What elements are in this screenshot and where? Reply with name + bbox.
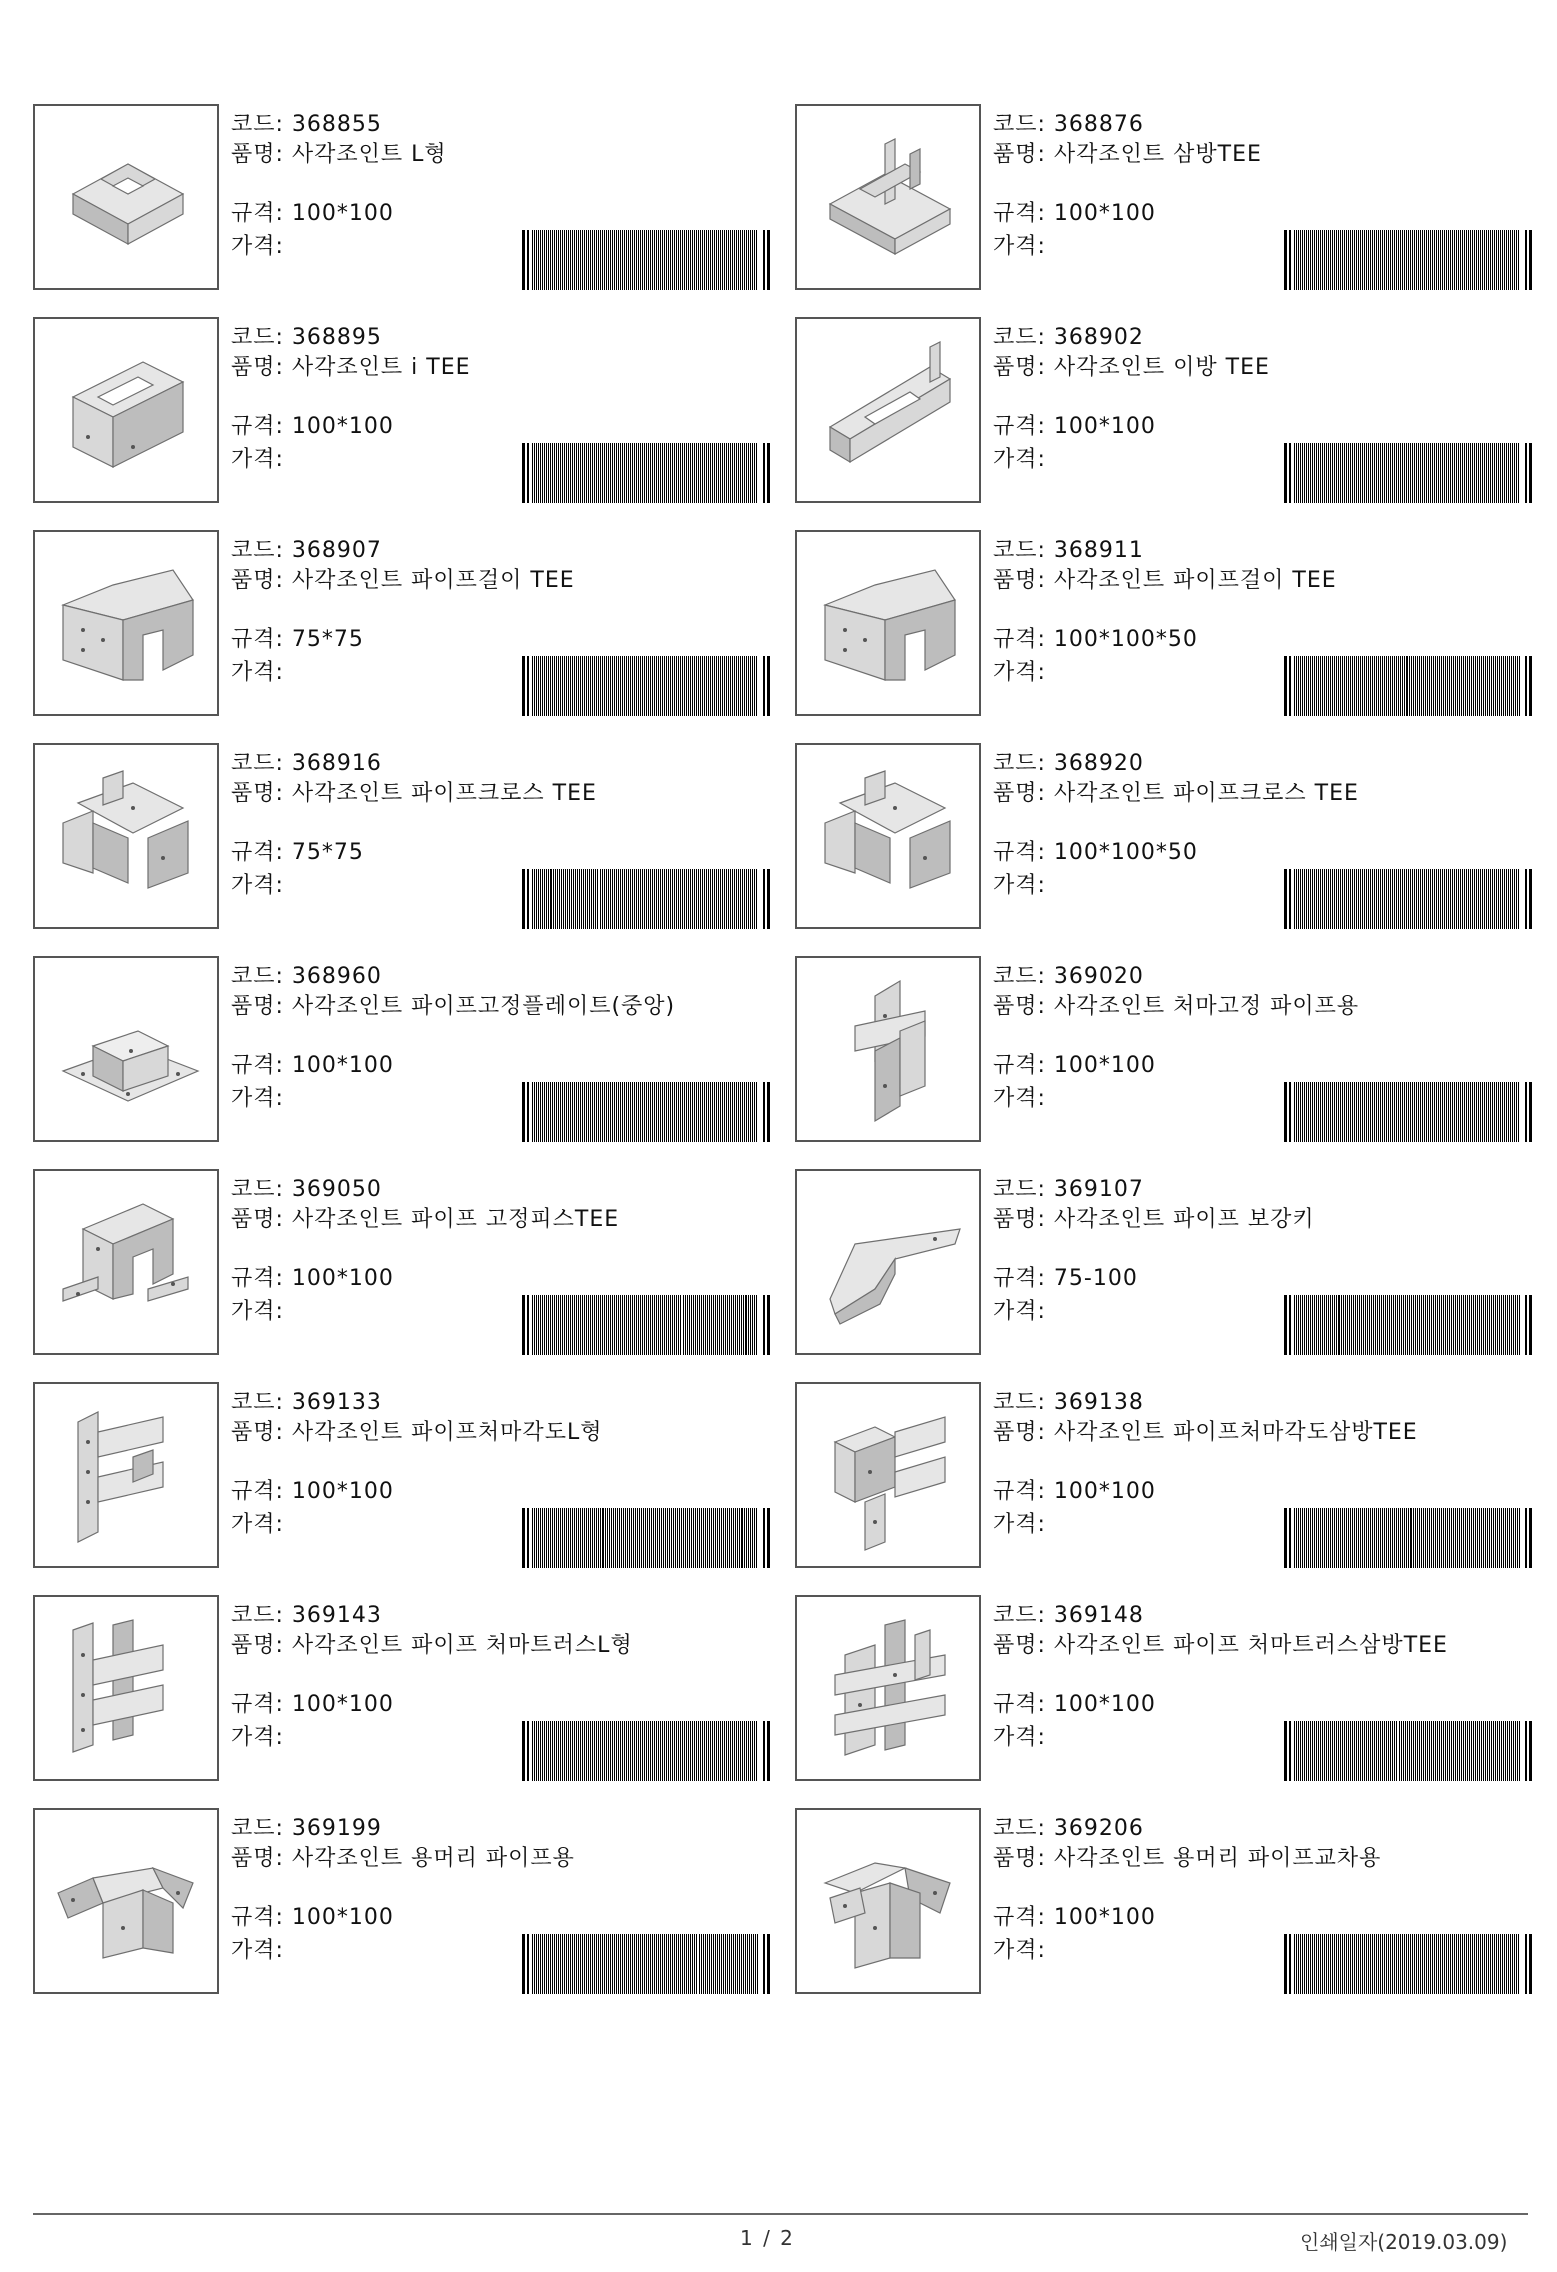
spec-value: 100*100 xyxy=(1053,1053,1156,1078)
l-joint-icon xyxy=(53,124,203,274)
name-label: 품명 xyxy=(231,1633,276,1658)
product-name: 품명: 사각조인트 파이프크로스 TEE xyxy=(993,781,1359,806)
spec-value: 100*100 xyxy=(291,1692,394,1717)
code-value: 369138 xyxy=(1053,1390,1144,1415)
spec-label: 규격 xyxy=(993,1905,1038,1930)
product-name: 품명: 사각조인트 파이프 고정피스TEE xyxy=(231,1207,620,1232)
product-code: 코드: 369148 xyxy=(993,1603,1144,1628)
product-price: 가격: xyxy=(993,447,1046,472)
product-name: 품명: 사각조인트 파이프처마각도L형 xyxy=(231,1420,603,1445)
name-label: 품명 xyxy=(993,994,1038,1019)
code-value: 368895 xyxy=(291,325,382,350)
barcode-icon xyxy=(522,230,770,290)
product-code: 코드: 368916 xyxy=(231,751,382,776)
product-code: 코드: 368960 xyxy=(231,964,382,989)
code-value: 368855 xyxy=(291,112,382,137)
product-image xyxy=(795,530,981,716)
product-price: 가격: xyxy=(993,660,1046,685)
product-image xyxy=(795,1169,981,1355)
pipe-hanger-tee-icon xyxy=(815,550,965,700)
product-card xyxy=(33,1382,778,1574)
spec-label: 규격 xyxy=(993,840,1038,865)
name-value: 사각조인트 파이프 고정피스TEE xyxy=(291,1207,620,1232)
eave-angle-three-way-icon xyxy=(815,1402,965,1552)
product-name: 품명: 사각조인트 삼방TEE xyxy=(993,142,1262,167)
barcode-icon xyxy=(522,1934,770,1994)
spec-value: 100*100 xyxy=(1053,1905,1156,1930)
product-image xyxy=(795,1595,981,1781)
code-value: 368960 xyxy=(291,964,382,989)
product-card xyxy=(33,1595,778,1787)
name-label: 품명 xyxy=(993,1633,1038,1658)
spec-label: 규격 xyxy=(993,414,1038,439)
name-label: 품명 xyxy=(993,1420,1038,1445)
spec-value: 100*100*50 xyxy=(1053,627,1198,652)
name-label: 품명 xyxy=(993,355,1038,380)
product-image xyxy=(33,1595,219,1781)
product-card xyxy=(33,530,778,722)
product-card xyxy=(795,1382,1540,1574)
code-value: 369143 xyxy=(291,1603,382,1628)
code-value: 368916 xyxy=(291,751,382,776)
barcode-icon xyxy=(1284,1295,1532,1355)
name-label: 품명 xyxy=(993,781,1038,806)
product-spec: 규격: 100*100 xyxy=(231,1479,394,1504)
code-label: 코드 xyxy=(231,1390,276,1415)
barcode-icon xyxy=(1284,656,1532,716)
three-way-tee-icon xyxy=(815,124,965,274)
product-image xyxy=(795,956,981,1142)
name-value: 사각조인트 삼방TEE xyxy=(1053,142,1262,167)
pipe-hanger-tee-icon xyxy=(53,550,203,700)
price-label: 가격 xyxy=(231,1725,276,1750)
spec-label: 규격 xyxy=(231,414,276,439)
product-name: 품명: 사각조인트 파이프 보강키 xyxy=(993,1207,1315,1232)
product-spec: 규격: 100*100 xyxy=(231,414,394,439)
product-name: 품명: 사각조인트 파이프걸이 TEE xyxy=(231,568,575,593)
product-card xyxy=(795,1808,1540,2000)
code-label: 코드 xyxy=(231,964,276,989)
name-value: 사각조인트 파이프걸이 TEE xyxy=(291,568,575,593)
product-price: 가격: xyxy=(231,1512,284,1537)
code-value: 369133 xyxy=(291,1390,382,1415)
code-label: 코드 xyxy=(231,751,276,776)
product-code: 코드: 368855 xyxy=(231,112,382,137)
price-label: 가격 xyxy=(231,1938,276,1963)
code-value: 368920 xyxy=(1053,751,1144,776)
price-label: 가격 xyxy=(993,1512,1038,1537)
product-image xyxy=(33,530,219,716)
product-code: 코드: 368895 xyxy=(231,325,382,350)
name-value: 사각조인트 파이프크로스 TEE xyxy=(291,781,597,806)
spec-label: 규격 xyxy=(231,627,276,652)
product-name: 품명: 사각조인트 파이프걸이 TEE xyxy=(993,568,1337,593)
i-tee-icon xyxy=(53,337,203,487)
product-name: 품명: 사각조인트 i TEE xyxy=(231,355,471,380)
code-value: 369206 xyxy=(1053,1816,1144,1841)
product-code: 코드: 369138 xyxy=(993,1390,1144,1415)
spec-value: 100*100 xyxy=(291,201,394,226)
product-image xyxy=(33,317,219,503)
product-price: 가격: xyxy=(231,660,284,685)
name-label: 품명 xyxy=(231,994,276,1019)
product-image xyxy=(795,104,981,290)
eave-truss-l-icon xyxy=(53,1615,203,1765)
spec-value: 100*100*50 xyxy=(1053,840,1198,865)
product-code: 코드: 368876 xyxy=(993,112,1144,137)
product-spec: 규격: 100*100*50 xyxy=(993,840,1198,865)
product-card xyxy=(795,743,1540,935)
product-code: 코드: 368911 xyxy=(993,538,1144,563)
name-value: 사각조인트 파이프고정플레이트(중앙) xyxy=(291,994,676,1019)
product-price: 가격: xyxy=(231,1938,284,1963)
reinforcement-key-icon xyxy=(815,1189,965,1339)
spec-label: 규격 xyxy=(231,201,276,226)
code-value: 368902 xyxy=(1053,325,1144,350)
name-value: 사각조인트 i TEE xyxy=(291,355,471,380)
code-label: 코드 xyxy=(231,538,276,563)
code-label: 코드 xyxy=(231,112,276,137)
name-label: 품명 xyxy=(231,355,276,380)
price-label: 가격 xyxy=(231,1299,276,1324)
code-label: 코드 xyxy=(993,538,1038,563)
spec-value: 100*100 xyxy=(1053,1692,1156,1717)
product-card xyxy=(33,1169,778,1361)
code-label: 코드 xyxy=(993,1177,1038,1202)
name-value: 사각조인트 L형 xyxy=(291,142,447,167)
page-number: 1 / 2 xyxy=(740,2226,795,2250)
product-price: 가격: xyxy=(993,1938,1046,1963)
product-code: 코드: 368902 xyxy=(993,325,1144,350)
name-label: 품명 xyxy=(231,142,276,167)
name-value: 사각조인트 파이프크로스 TEE xyxy=(1053,781,1359,806)
product-name: 품명: 사각조인트 파이프크로스 TEE xyxy=(231,781,597,806)
spec-value: 100*100 xyxy=(1053,201,1156,226)
spec-label: 규격 xyxy=(993,1692,1038,1717)
product-card xyxy=(795,317,1540,509)
code-label: 코드 xyxy=(993,1816,1038,1841)
code-value: 369148 xyxy=(1053,1603,1144,1628)
price-label: 가격 xyxy=(993,660,1038,685)
product-code: 코드: 369199 xyxy=(231,1816,382,1841)
product-code: 코드: 369020 xyxy=(993,964,1144,989)
product-spec: 규격: 75*75 xyxy=(231,627,364,652)
product-spec: 규격: 100*100 xyxy=(993,1905,1156,1930)
product-price: 가격: xyxy=(231,873,284,898)
code-label: 코드 xyxy=(993,325,1038,350)
product-price: 가격: xyxy=(231,447,284,472)
price-label: 가격 xyxy=(993,1299,1038,1324)
name-label: 품명 xyxy=(231,781,276,806)
spec-label: 규격 xyxy=(231,1479,276,1504)
code-label: 코드 xyxy=(993,1390,1038,1415)
name-value: 사각조인트 파이프처마각도삼방TEE xyxy=(1053,1420,1418,1445)
product-image xyxy=(33,1169,219,1355)
product-code: 코드: 369143 xyxy=(231,1603,382,1628)
product-spec: 규격: 100*100 xyxy=(993,1479,1156,1504)
code-value: 369020 xyxy=(1053,964,1144,989)
barcode-icon xyxy=(1284,443,1532,503)
spec-value: 75*75 xyxy=(291,627,364,652)
spec-value: 100*100 xyxy=(291,1266,394,1291)
eave-truss-three-way-icon xyxy=(815,1615,965,1765)
code-label: 코드 xyxy=(231,325,276,350)
code-value: 368907 xyxy=(291,538,382,563)
product-price: 가격: xyxy=(231,1086,284,1111)
product-image xyxy=(33,1808,219,1994)
eave-angle-l-icon xyxy=(53,1402,203,1552)
spec-value: 100*100 xyxy=(1053,414,1156,439)
product-image xyxy=(33,104,219,290)
spec-label: 규격 xyxy=(231,1266,276,1291)
product-name: 품명: 사각조인트 파이프 처마트러스삼방TEE xyxy=(993,1633,1448,1658)
product-spec: 규격: 100*100 xyxy=(231,201,394,226)
product-price: 가격: xyxy=(231,1299,284,1324)
product-image xyxy=(33,743,219,929)
product-spec: 규격: 100*100 xyxy=(231,1266,394,1291)
price-label: 가격 xyxy=(231,1086,276,1111)
name-value: 사각조인트 파이프걸이 TEE xyxy=(1053,568,1337,593)
product-code: 코드: 368907 xyxy=(231,538,382,563)
code-label: 코드 xyxy=(231,1177,276,1202)
product-card xyxy=(795,530,1540,722)
barcode-icon xyxy=(1284,1082,1532,1142)
name-value: 사각조인트 파이프 보강키 xyxy=(1053,1207,1315,1232)
price-label: 가격 xyxy=(231,660,276,685)
product-image xyxy=(795,317,981,503)
spec-value: 75-100 xyxy=(1053,1266,1138,1291)
code-label: 코드 xyxy=(231,1816,276,1841)
barcode-icon xyxy=(1284,1934,1532,1994)
product-card xyxy=(795,956,1540,1148)
product-spec: 규격: 100*100 xyxy=(231,1905,394,1930)
barcode-icon xyxy=(522,656,770,716)
code-value: 369050 xyxy=(291,1177,382,1202)
name-label: 품명 xyxy=(231,1207,276,1232)
product-price: 가격: xyxy=(993,873,1046,898)
code-label: 코드 xyxy=(231,1603,276,1628)
product-name: 품명: 사각조인트 파이프처마각도삼방TEE xyxy=(993,1420,1418,1445)
code-label: 코드 xyxy=(993,1603,1038,1628)
product-price: 가격: xyxy=(993,1725,1046,1750)
product-price: 가격: xyxy=(993,1299,1046,1324)
product-name: 품명: 사각조인트 파이프고정플레이트(중앙) xyxy=(231,994,676,1019)
spec-label: 규격 xyxy=(993,1053,1038,1078)
product-price: 가격: xyxy=(993,1512,1046,1537)
spec-value: 100*100 xyxy=(291,414,394,439)
spec-label: 규격 xyxy=(231,840,276,865)
two-way-tee-icon xyxy=(815,337,965,487)
product-spec: 규격: 100*100 xyxy=(993,1692,1156,1717)
name-label: 품명 xyxy=(231,1420,276,1445)
product-card xyxy=(33,104,778,296)
spec-value: 100*100 xyxy=(1053,1479,1156,1504)
code-label: 코드 xyxy=(993,112,1038,137)
name-value: 사각조인트 파이프 처마트러스삼방TEE xyxy=(1053,1633,1448,1658)
name-label: 품명 xyxy=(231,1846,276,1871)
name-value: 사각조인트 파이프 처마트러스L형 xyxy=(291,1633,633,1658)
barcode-icon xyxy=(522,869,770,929)
product-code: 코드: 369206 xyxy=(993,1816,1144,1841)
product-name: 품명: 사각조인트 L형 xyxy=(231,142,447,167)
product-spec: 규격: 100*100 xyxy=(231,1053,394,1078)
spec-label: 규격 xyxy=(993,201,1038,226)
product-name: 품명: 사각조인트 용머리 파이프교차용 xyxy=(993,1846,1382,1871)
pipe-cross-tee-icon xyxy=(815,763,965,913)
product-code: 코드: 368920 xyxy=(993,751,1144,776)
price-label: 가격 xyxy=(993,873,1038,898)
barcode-icon xyxy=(1284,869,1532,929)
product-image xyxy=(33,956,219,1142)
pipe-cross-tee-icon xyxy=(53,763,203,913)
print-date: 인쇄일자(2019.03.09) xyxy=(1300,2230,1508,2254)
barcode-icon xyxy=(1284,1508,1532,1568)
spec-label: 규격 xyxy=(993,1266,1038,1291)
name-value: 사각조인트 이방 TEE xyxy=(1053,355,1270,380)
product-spec: 규격: 100*100 xyxy=(231,1692,394,1717)
barcode-icon xyxy=(522,1721,770,1781)
product-card xyxy=(33,1808,778,2000)
product-spec: 규격: 75*75 xyxy=(231,840,364,865)
product-card xyxy=(33,956,778,1148)
product-price: 가격: xyxy=(231,1725,284,1750)
ridge-pipe-icon xyxy=(53,1828,203,1978)
fixing-piece-tee-icon xyxy=(53,1189,203,1339)
eave-fix-icon xyxy=(815,976,965,1126)
code-label: 코드 xyxy=(993,964,1038,989)
name-value: 사각조인트 용머리 파이프용 xyxy=(291,1846,575,1871)
name-value: 사각조인트 파이프처마각도L형 xyxy=(291,1420,603,1445)
price-label: 가격 xyxy=(231,447,276,472)
name-label: 품명 xyxy=(993,1207,1038,1232)
ridge-cross-icon xyxy=(815,1828,965,1978)
barcode-icon xyxy=(522,1082,770,1142)
code-value: 368876 xyxy=(1053,112,1144,137)
product-spec: 규격: 75-100 xyxy=(993,1266,1138,1291)
spec-label: 규격 xyxy=(231,1905,276,1930)
product-name: 품명: 사각조인트 이방 TEE xyxy=(993,355,1270,380)
product-spec: 규격: 100*100*50 xyxy=(993,627,1198,652)
product-image xyxy=(795,1808,981,1994)
spec-label: 규격 xyxy=(231,1692,276,1717)
product-card xyxy=(795,1169,1540,1361)
product-card xyxy=(33,317,778,509)
name-value: 사각조인트 용머리 파이프교차용 xyxy=(1053,1846,1382,1871)
product-image xyxy=(795,1382,981,1568)
spec-value: 75*75 xyxy=(291,840,364,865)
code-value: 369107 xyxy=(1053,1177,1144,1202)
price-label: 가격 xyxy=(231,234,276,259)
product-price: 가격: xyxy=(993,234,1046,259)
spec-value: 100*100 xyxy=(291,1479,394,1504)
product-price: 가격: xyxy=(231,234,284,259)
price-label: 가격 xyxy=(993,447,1038,472)
barcode-icon xyxy=(1284,1721,1532,1781)
product-image xyxy=(33,1382,219,1568)
barcode-icon xyxy=(522,1508,770,1568)
code-value: 368911 xyxy=(1053,538,1144,563)
price-label: 가격 xyxy=(231,1512,276,1537)
price-label: 가격 xyxy=(993,1725,1038,1750)
product-price: 가격: xyxy=(993,1086,1046,1111)
product-code: 코드: 369133 xyxy=(231,1390,382,1415)
product-spec: 규격: 100*100 xyxy=(993,1053,1156,1078)
price-label: 가격 xyxy=(993,1086,1038,1111)
product-card xyxy=(795,104,1540,296)
price-label: 가격 xyxy=(993,1938,1038,1963)
name-label: 품명 xyxy=(993,568,1038,593)
footer-divider xyxy=(33,2213,1528,2215)
product-code: 코드: 369107 xyxy=(993,1177,1144,1202)
spec-value: 100*100 xyxy=(291,1053,394,1078)
product-name: 품명: 사각조인트 파이프 처마트러스L형 xyxy=(231,1633,633,1658)
product-card xyxy=(33,743,778,935)
barcode-icon xyxy=(1284,230,1532,290)
product-name: 품명: 사각조인트 처마고정 파이프용 xyxy=(993,994,1360,1019)
name-label: 품명 xyxy=(231,568,276,593)
spec-label: 규격 xyxy=(993,627,1038,652)
spec-value: 100*100 xyxy=(291,1905,394,1930)
code-value: 369199 xyxy=(291,1816,382,1841)
barcode-icon xyxy=(522,443,770,503)
product-card xyxy=(795,1595,1540,1787)
name-value: 사각조인트 처마고정 파이프용 xyxy=(1053,994,1360,1019)
product-code: 코드: 369050 xyxy=(231,1177,382,1202)
code-label: 코드 xyxy=(993,751,1038,776)
product-name: 품명: 사각조인트 용머리 파이프용 xyxy=(231,1846,575,1871)
price-label: 가격 xyxy=(231,873,276,898)
product-spec: 규격: 100*100 xyxy=(993,201,1156,226)
name-label: 품명 xyxy=(993,1846,1038,1871)
spec-label: 규격 xyxy=(993,1479,1038,1504)
product-image xyxy=(795,743,981,929)
product-spec: 규격: 100*100 xyxy=(993,414,1156,439)
spec-label: 규격 xyxy=(231,1053,276,1078)
name-label: 품명 xyxy=(993,142,1038,167)
fixing-plate-icon xyxy=(53,976,203,1126)
barcode-icon xyxy=(522,1295,770,1355)
price-label: 가격 xyxy=(993,234,1038,259)
